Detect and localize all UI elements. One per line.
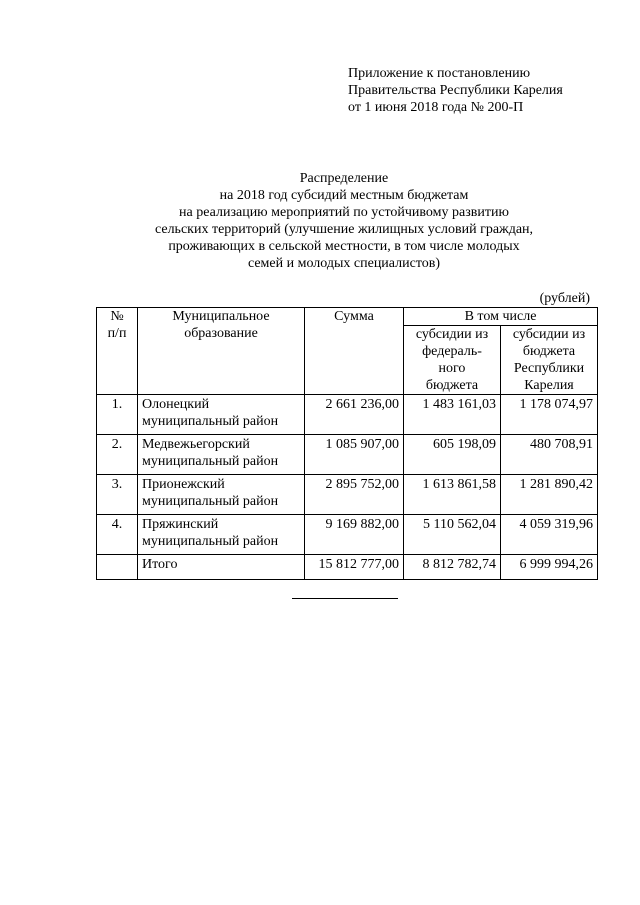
row-number: 2.	[97, 435, 138, 475]
municipality-name: муниципальный район	[142, 494, 279, 509]
header-text: №	[110, 309, 124, 324]
header-text: Муниципальное	[172, 309, 270, 324]
row-federal: 1 483 161,03	[404, 395, 501, 435]
table-row	[97, 515, 598, 555]
row-sum: 2 895 752,00	[305, 475, 404, 515]
header-sum: Сумма	[305, 308, 404, 395]
title-line: семей и молодых специалистов)	[247, 256, 441, 271]
municipality-name: Прионежский	[142, 477, 225, 492]
attachment-line: Приложение к постановлению	[348, 66, 531, 81]
header-regional-subsidy	[501, 326, 598, 395]
total-regional: 6 999 994,26	[501, 555, 598, 580]
row-number: 4.	[97, 515, 138, 555]
municipality-name: Олонецкий	[142, 397, 210, 412]
header-text: ного	[438, 361, 466, 376]
distribution-table	[96, 307, 598, 580]
row-sum: 2 661 236,00	[305, 395, 404, 435]
row-regional: 1 281 890,42	[501, 475, 598, 515]
header-text: бюджета	[522, 344, 576, 359]
table-row	[97, 395, 598, 435]
table-row	[97, 435, 598, 475]
row-sum: 1 085 907,00	[305, 435, 404, 475]
row-regional: 4 059 319,96	[501, 515, 598, 555]
row-regional: 480 708,91	[501, 435, 598, 475]
title-line: Распределение	[299, 171, 389, 186]
header-text: бюджета	[425, 378, 479, 393]
row-municipality	[138, 475, 305, 515]
header-municipality	[138, 308, 305, 395]
total-sum: 15 812 777,00	[305, 555, 404, 580]
municipality-name: муниципальный район	[142, 454, 279, 469]
row-sum: 9 169 882,00	[305, 515, 404, 555]
municipality-name: Медвежьегорский	[142, 437, 250, 452]
title-line: на 2018 год субсидий местным бюджетам	[219, 188, 469, 203]
header-number	[97, 308, 138, 395]
total-label: Итого	[138, 555, 305, 580]
document-title	[96, 170, 592, 272]
row-federal: 5 110 562,04	[404, 515, 501, 555]
total-federal: 8 812 782,74	[404, 555, 501, 580]
header-text: образование	[184, 326, 258, 341]
row-number: 3.	[97, 475, 138, 515]
attachment-line: от 1 июня 2018 года № 200-П	[348, 100, 524, 115]
title-line: на реализацию мероприятий по устойчивому развитию	[179, 205, 509, 220]
row-municipality	[138, 515, 305, 555]
units-label: (рублей)	[539, 291, 590, 306]
municipality-name: муниципальный район	[142, 534, 279, 549]
attachment-note	[348, 65, 563, 116]
total-number	[97, 555, 138, 580]
municipality-name: муниципальный район	[142, 414, 279, 429]
municipality-name: Пряжинский	[142, 517, 219, 532]
row-number: 1.	[97, 395, 138, 435]
header-including: В том числе	[404, 308, 598, 326]
header-text: п/п	[107, 326, 127, 341]
title-line: сельских территорий (улучшение жилищных условий граждан,	[154, 222, 534, 237]
header-text: субсидии из	[512, 327, 586, 342]
row-municipality	[138, 395, 305, 435]
table-total-row	[97, 555, 598, 580]
header-text: субсидии из	[415, 327, 489, 342]
row-regional: 1 178 074,97	[501, 395, 598, 435]
end-divider	[292, 598, 398, 599]
title-line: проживающих в сельской местности, в том числе молодых	[168, 239, 520, 254]
header-text: Карелия	[524, 378, 574, 393]
row-municipality	[138, 435, 305, 475]
attachment-line: Правительства Республики Карелия	[348, 83, 563, 98]
header-text: федераль-	[422, 344, 482, 359]
row-federal: 1 613 861,58	[404, 475, 501, 515]
table-header-row	[97, 308, 598, 326]
header-federal-subsidy	[404, 326, 501, 395]
table-row	[97, 475, 598, 515]
row-federal: 605 198,09	[404, 435, 501, 475]
header-text: Республики	[513, 361, 585, 376]
